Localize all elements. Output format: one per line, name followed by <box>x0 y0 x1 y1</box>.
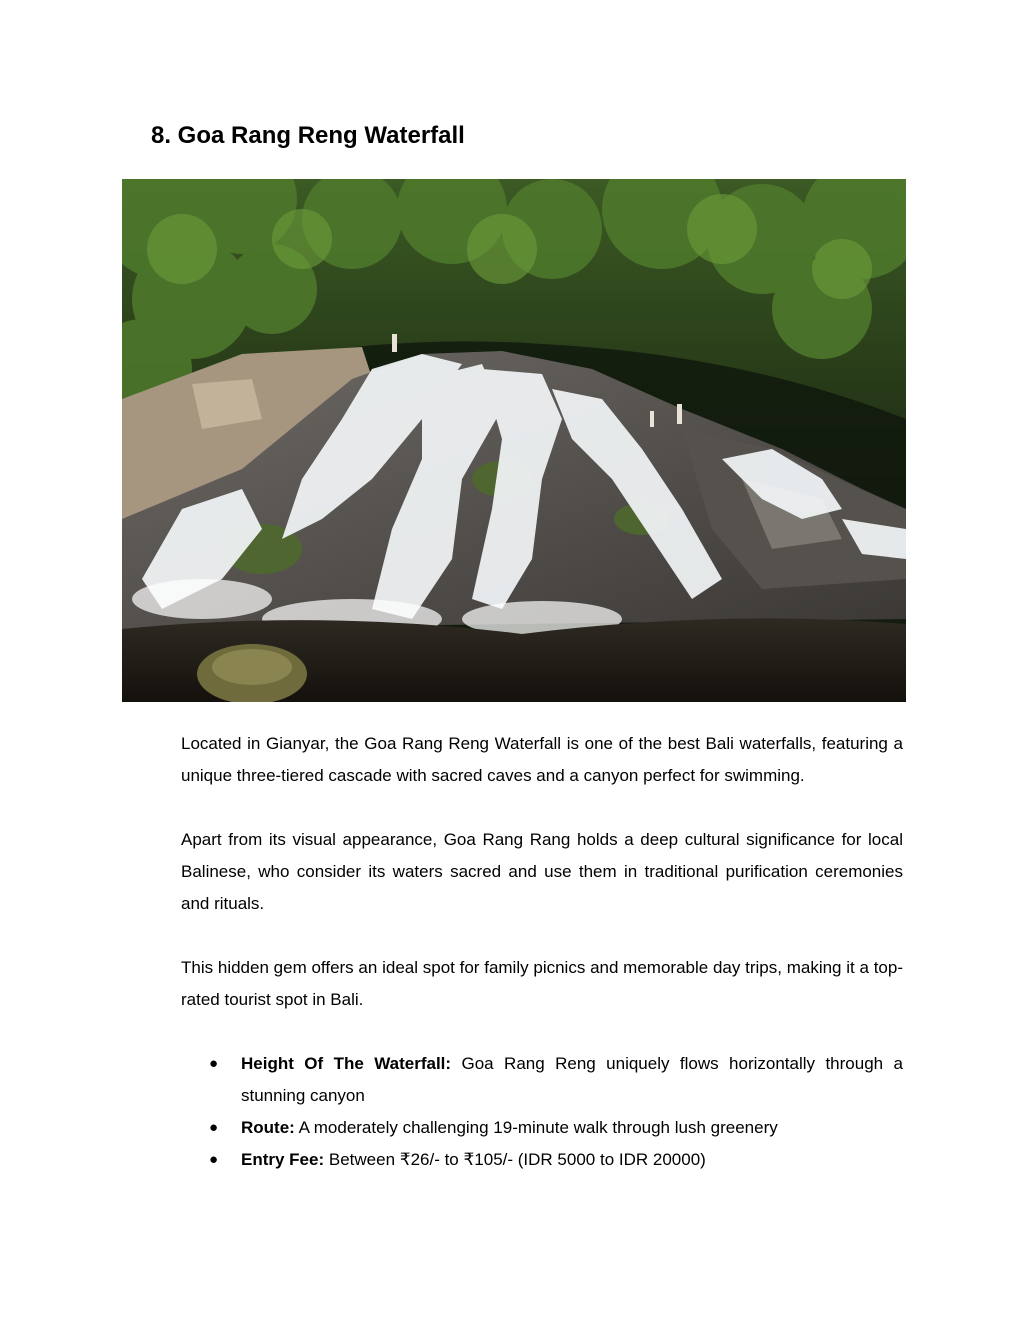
fact-label: Height Of The Waterfall: <box>241 1054 452 1073</box>
bullet-icon: ● <box>209 1151 219 1168</box>
paragraph-culture: Apart from its visual appearance, Goa Rang Rang holds a deep cultural significance for local Balinese, who consider its waters sacred and use them in traditional purification ceremonies and rituals. <box>181 830 903 913</box>
fact-text: Between ₹26/- to ₹105/- (IDR 5000 to IDR 20000) <box>328 1150 706 1169</box>
facts-list <box>181 1048 903 1176</box>
fact-text: Goa Rang Reng uniquely flows horizontally through a stunning canyon <box>241 1054 903 1105</box>
bullet-icon: ● <box>209 1119 219 1136</box>
paragraph-highlights: This hidden gem offers an ideal spot for family picnics and memorable day trips, making it a top-rated tourist spot in Bali. <box>181 958 903 1009</box>
fact-label: Entry Fee: <box>241 1150 325 1169</box>
waterfall-photo <box>122 179 906 702</box>
page-title: 8. Goa Rang Reng Waterfall <box>151 122 465 149</box>
paragraph-location: Located in Gianyar, the Goa Rang Reng Waterfall is one of the best Bali waterfalls, featuring a unique three-tiered cascade with sacred caves and a canyon perfect for swimming. <box>181 734 903 785</box>
fact-label: Route: <box>241 1118 295 1137</box>
list-item <box>181 1112 903 1144</box>
list-item <box>181 1048 903 1112</box>
fact-text: A moderately challenging 19-minute walk through lush greenery <box>298 1118 778 1137</box>
article-body <box>181 728 903 1176</box>
bullet-icon: ● <box>209 1055 219 1072</box>
list-item <box>181 1144 903 1176</box>
